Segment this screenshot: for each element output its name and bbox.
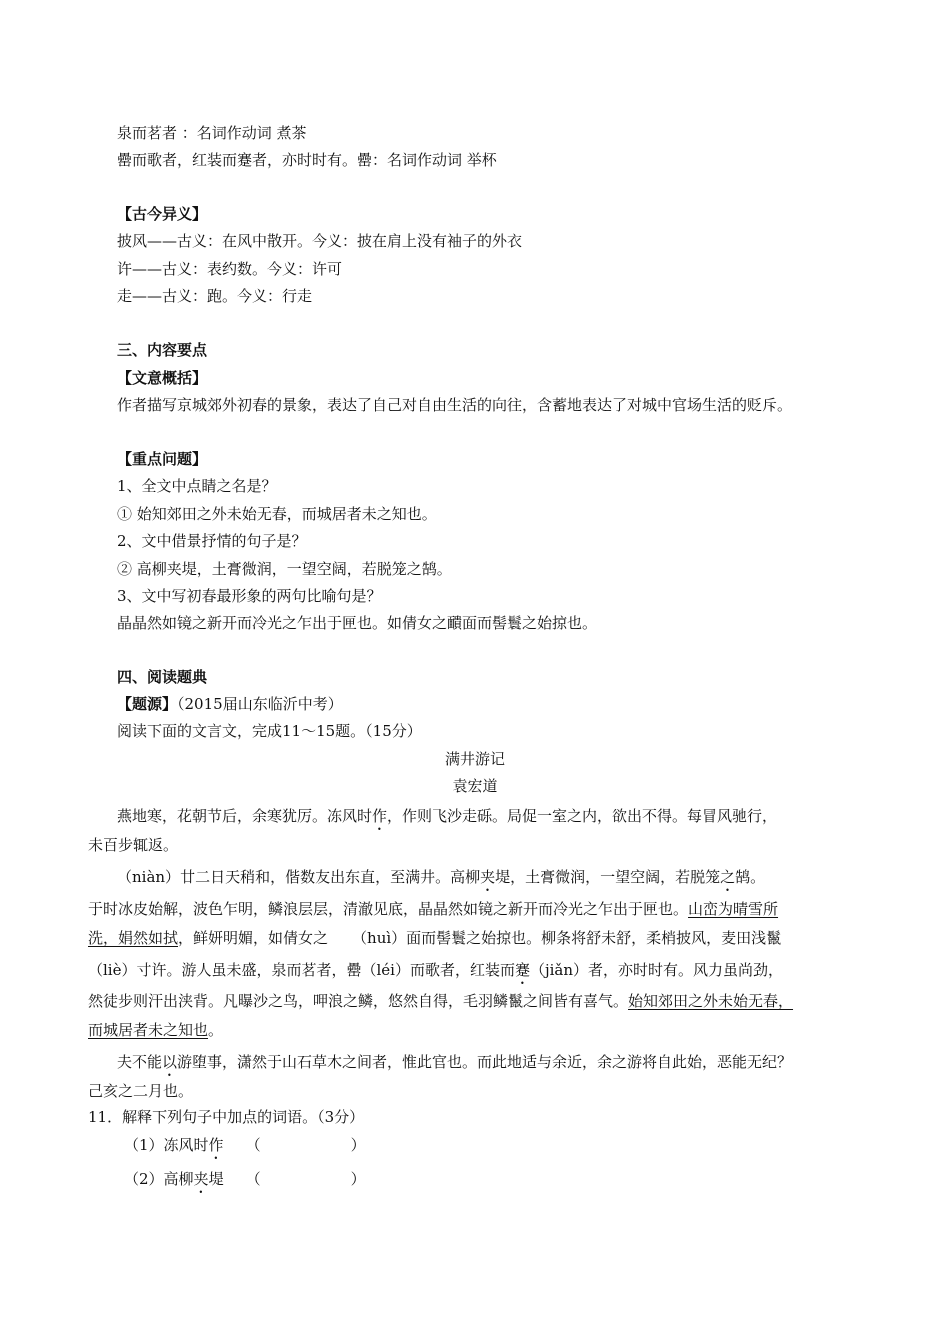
dotted-word: 以: [162, 1053, 178, 1071]
source-text: （2015届山东临沂中考）: [177, 695, 343, 713]
underlined-text: 山峦为晴雪所: [688, 900, 779, 918]
text-line: 泉而茗者 ：名词作动词 煮茶: [117, 124, 307, 142]
passage-line: 洗，娟然如拭，鲜妍明媚，如倩女之 （huì）面而髻鬟之始掠也。柳条将舒未舒，柔梢披风，麦田浅鬣: [88, 929, 782, 947]
underlined-text: 洗，娟然如拭: [88, 929, 179, 947]
answer-line: ① 始知郊田之外未始无春，而城居者未之知也。: [117, 505, 437, 523]
subsection-heading: 【重点问题】: [117, 450, 208, 468]
section-heading: 【古今异义】: [117, 205, 208, 223]
underlined-text: 始知郊田之外未始无春，: [628, 992, 794, 1010]
instruction-line: 阅读下面的文言文，完成11～15题。（15分）: [117, 722, 422, 740]
question-line: 2、文中借景抒情的句子是？: [117, 532, 307, 550]
passage-line: 未百步辄返。: [88, 836, 179, 854]
dotted-word: 之: [720, 868, 736, 886]
passage-line: （niàn）廿二日天稍和，偕数友出东直，至满井。高柳夹堤，土膏微润，一望空阔，若脱笼之鹄。: [117, 868, 766, 886]
text-line: 许——古义：表约数。今义：许可: [117, 260, 343, 278]
dotted-word: 作: [208, 1136, 224, 1154]
answer-line: ② 高柳夹堤，土膏微润，一望空阔，若脱笼之鹄。: [117, 560, 452, 578]
question-line: 3、文中写初春最形象的两句比喻句是？: [117, 587, 382, 605]
text-line: 走——古义：跑。今义：行走: [117, 287, 313, 305]
section-heading: 三、内容要点: [117, 341, 208, 359]
passage-line: 己亥之二月也。: [88, 1082, 194, 1100]
source-line: [117, 693, 343, 715]
dotted-word: 夹: [193, 1170, 209, 1188]
dotted-word: 夹: [480, 868, 496, 886]
passage-title: 满井游记: [444, 750, 505, 768]
dotted-word: 蹇: [514, 961, 530, 979]
text-line: 披风——古义：在风中散开。今义：披在肩上没有袖子的外衣: [117, 232, 523, 250]
subsection-heading: 【文意概括】: [117, 369, 208, 387]
passage-line: 夫不能以游堕事，潇然于山石草木之间者，惟此官也。而此地适与余近，余之游将自此始，恶能无纪？: [117, 1053, 793, 1071]
text-line: 作者描写京城郊外初春的景象，表达了自己对自由生活的向往，含蓄地表达了对城中官场生活的贬斥。: [117, 396, 793, 414]
question-line: 1、全文中点睛之名是？: [117, 477, 277, 495]
text-line: 罍而歌者，红装而蹇者，亦时时有。罍：名词作动词 举杯: [117, 151, 497, 169]
dotted-word: 作: [372, 807, 388, 825]
passage-author: 袁宏道: [452, 777, 498, 795]
underlined-text: 而城居者未之知也: [88, 1021, 209, 1039]
question-item: （1）冻风时作 （ ）: [124, 1136, 366, 1154]
question-line: 11．解释下列句子中加点的词语。（3分）: [88, 1108, 365, 1126]
question-item: （2）高柳夹堤 （ ）: [124, 1170, 366, 1188]
section-heading: 四、阅读题典: [117, 668, 208, 686]
passage-line: 燕地寒，花朝节后，余寒犹厉。冻风时作，作则飞沙走砾。局促一室之内，欲出不得。每冒风驰行，: [117, 807, 778, 825]
passage-line: 然徒步则汗出浃背。凡曝沙之鸟，呷浪之鳞，悠然自得，毛羽鳞鬣之间皆有喜气。始知郊田之外未始无春，: [88, 992, 794, 1010]
passage-line: （liè）寸许。游人虽未盛，泉而茗者，罍（léi）而歌者，红装而蹇（jiǎn）者，亦时时有。风力虽尚劲，: [88, 961, 784, 979]
passage-line: 而城居者未之知也。: [88, 1021, 224, 1039]
source-label: 【题源】: [117, 695, 178, 713]
passage-line: 于时冰皮始解，波色乍明，鳞浪层层，清澈见底，晶晶然如镜之新开而冷光之乍出于匣也。山峦为晴雪所: [88, 900, 779, 918]
answer-line: 晶晶然如镜之新开而冷光之乍出于匣也。如倩女之靧面而髻鬟之始掠也。: [117, 614, 598, 632]
